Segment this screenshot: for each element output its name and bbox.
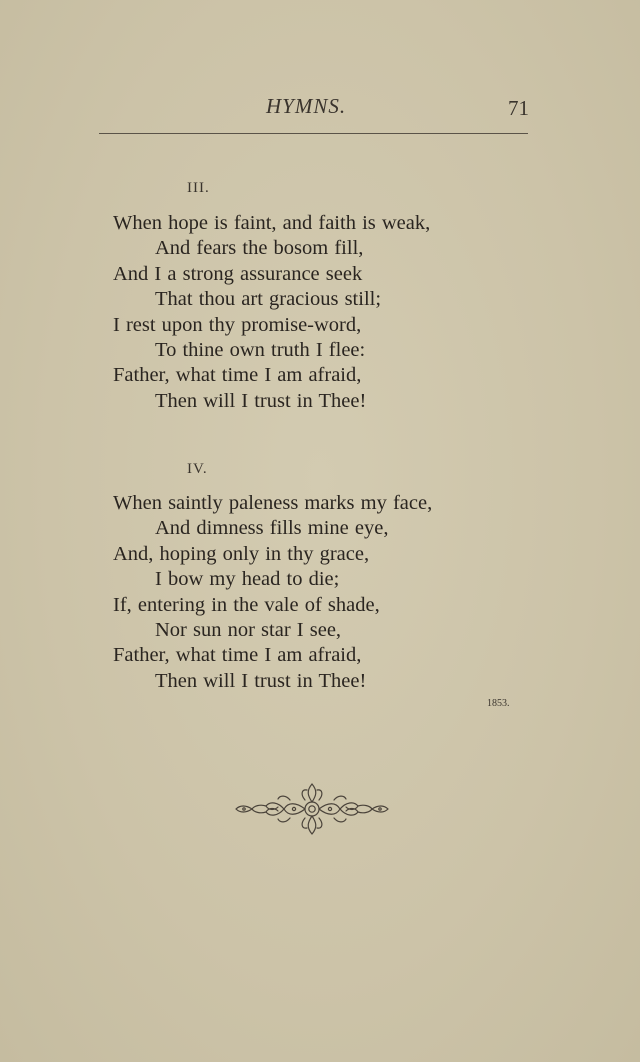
verse-line: And, hoping only in thy grace, xyxy=(113,542,370,565)
verse-line: To thine own truth I flee: xyxy=(155,338,366,361)
verse-line: When hope is faint, and faith is weak, xyxy=(113,212,431,234)
stanza-number-3: III. xyxy=(187,180,210,196)
verse-line: Father, what time I am afraid, xyxy=(113,364,362,387)
verse-line: And fears the bosom fill, xyxy=(155,237,364,260)
stanza-3 xyxy=(113,211,533,414)
stanza-number-4: IV. xyxy=(187,461,208,477)
verse-line: When saintly paleness marks my face, xyxy=(113,492,433,514)
composition-date: 1853. xyxy=(487,698,510,709)
page-number: 71 xyxy=(508,96,529,120)
verse-line: If, entering in the vale of shade, xyxy=(113,593,380,616)
stanza-4 xyxy=(113,491,533,694)
verse-line: Then will I trust in Thee! xyxy=(155,389,367,412)
verse-line: Father, what time I am afraid, xyxy=(113,644,362,667)
verse-line: That thou art gracious still; xyxy=(155,288,382,311)
verse-line: I rest upon thy promise-word, xyxy=(113,313,362,336)
running-head xyxy=(0,94,640,124)
verse-line: I bow my head to die; xyxy=(155,568,340,591)
verse-line: And dimness fills mine eye, xyxy=(155,517,389,540)
floral-ornament-icon xyxy=(232,780,392,838)
running-title: HYMNS. xyxy=(266,94,347,118)
header-rule xyxy=(99,133,528,134)
verse-line: Nor sun nor star I see, xyxy=(155,618,342,641)
verse-line: Then will I trust in Thee! xyxy=(155,669,367,692)
verse-line: And I a strong assurance seek xyxy=(113,262,363,285)
